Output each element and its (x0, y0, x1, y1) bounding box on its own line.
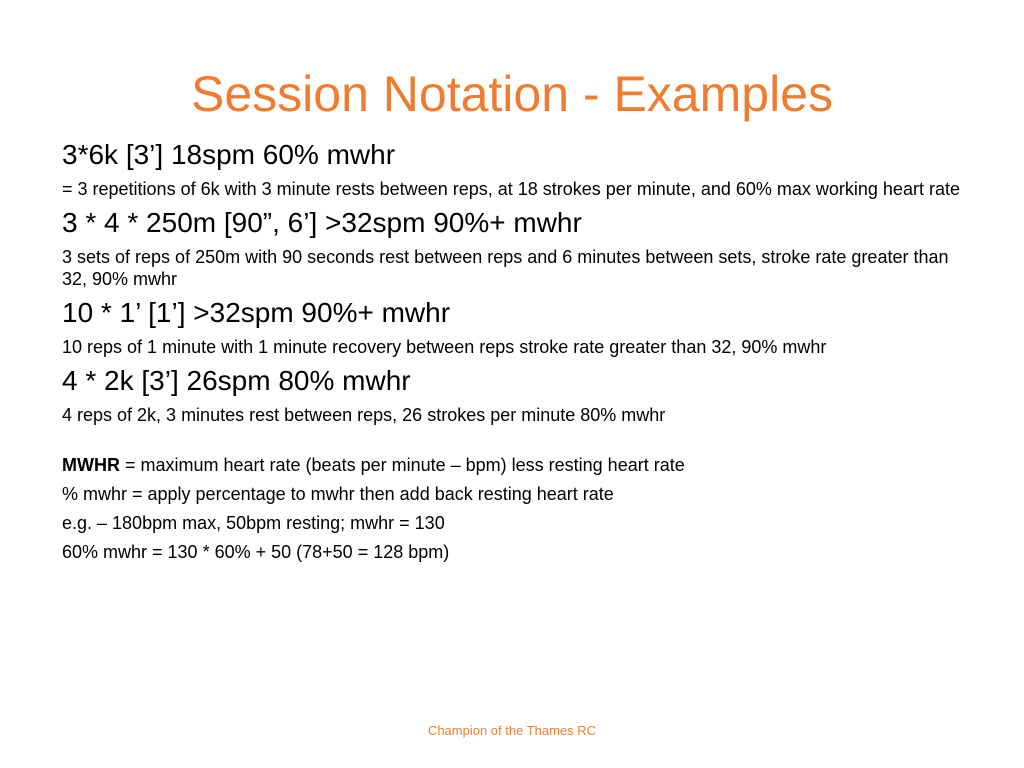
example-3 (62, 296, 962, 358)
mwhr-term: MWHR (62, 455, 120, 475)
example-notation: 10 * 1’ [1’] >32spm 90%+ mwhr (62, 297, 451, 328)
note-example: e.g. – 180bpm max, 50bpm resting; mwhr = 130 (62, 513, 445, 533)
example-notation: 3 * 4 * 250m [90”, 6’] >32spm 90%+ mwhr (62, 207, 582, 238)
mwhr-definition (62, 454, 962, 476)
spacer (62, 432, 962, 454)
note-percent-mwhr: % mwhr = apply percentage to mwhr then add back resting heart rate (62, 484, 614, 504)
example-description: 3 sets of reps of 250m with 90 seconds rest between reps and 6 minutes between sets, stroke rate greater than 32, 90% mwhr (62, 247, 949, 289)
example-description: = 3 repetitions of 6k with 3 minute rests between reps, at 18 strokes per minute, and 60% max working heart rate (62, 179, 960, 199)
footer: Champion of the Thames RC (427, 723, 597, 738)
example-4 (62, 364, 962, 426)
example-2 (62, 206, 962, 290)
example-notation: 4 * 2k [3’] 26spm 80% mwhr (62, 365, 411, 396)
slide-body (62, 138, 962, 570)
mwhr-definition-text: = maximum heart rate (beats per minute – bpm) less resting heart rate (119, 455, 685, 475)
example-description: 4 reps of 2k, 3 minutes rest between reps, 26 strokes per minute 80% mwhr (62, 405, 666, 425)
note-calculation: 60% mwhr = 130 * 60% + 50 (78+50 = 128 bpm) (62, 542, 450, 562)
example-description: 10 reps of 1 minute with 1 minute recovery between reps stroke rate greater than 32, 90% mwhr (62, 337, 827, 357)
slide-title: Session Notation - Examples (191, 66, 833, 122)
example-1 (62, 138, 962, 200)
example-notation: 3*6k [3’] 18spm 60% mwhr (62, 139, 396, 170)
